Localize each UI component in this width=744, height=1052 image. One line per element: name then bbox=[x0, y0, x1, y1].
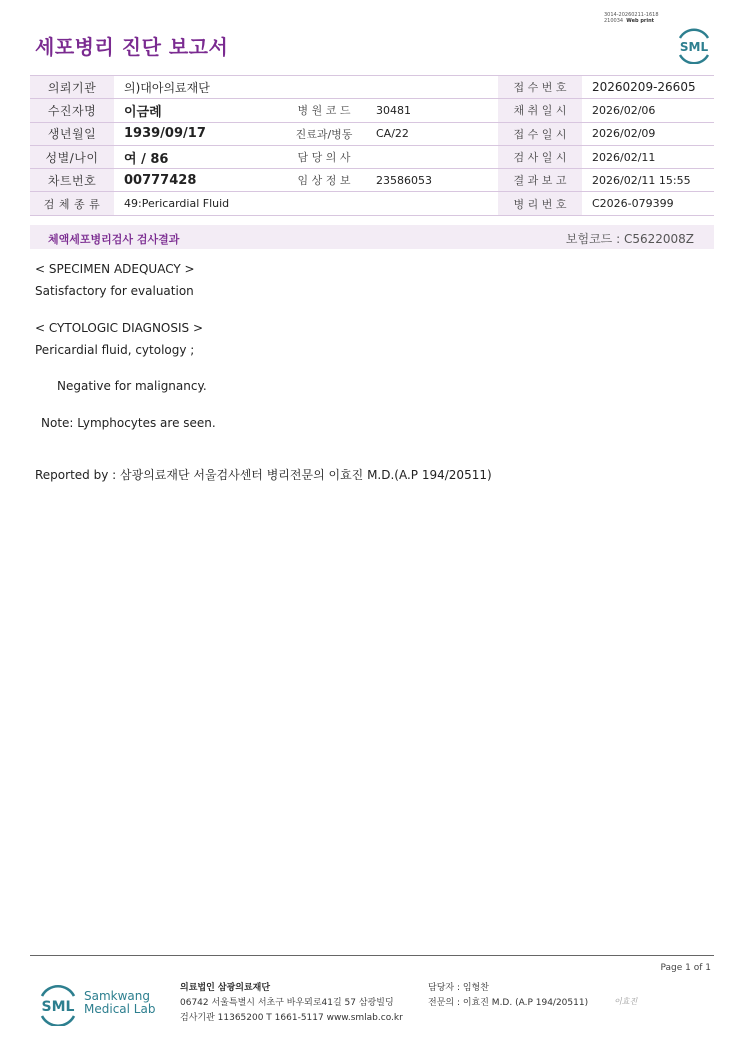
label-hospital-code: 병 원 코 드 bbox=[282, 99, 366, 122]
table-row bbox=[30, 169, 714, 192]
department: CA/22 bbox=[366, 122, 498, 145]
result-report-date: 2026/02/11 15:55 bbox=[582, 169, 714, 192]
label-patient-name: 수진자명 bbox=[30, 99, 114, 122]
brand-line1: Samkwang bbox=[84, 989, 150, 1003]
sex-age: 여 / 86 bbox=[114, 145, 282, 168]
adequacy-heading: < SPECIMEN ADEQUACY > bbox=[35, 262, 195, 276]
patient-info-table bbox=[30, 75, 714, 216]
diagnosis-text: Pericardial fluid, cytology ; bbox=[35, 343, 195, 357]
attending-doctor bbox=[366, 145, 498, 168]
org-address: 06742 서울특별시 서초구 바우뫼로41길 57 삼광빌딩 bbox=[180, 998, 394, 1008]
diagnosis-note: Note: Lymphocytes are seen. bbox=[41, 416, 216, 430]
collection-date: 2026/02/06 bbox=[582, 99, 714, 122]
staff-label: 담당자 : bbox=[428, 983, 460, 993]
label-specimen-type: 검 체 종 류 bbox=[30, 192, 114, 215]
reported-by: Reported by : 삼광의료재단 서울검사센터 병리전문의 이효진 M.D.(A.P 194/20511) bbox=[35, 468, 492, 482]
adequacy-text: Satisfactory for evaluation bbox=[35, 284, 194, 298]
chart-number: 00777428 bbox=[114, 169, 282, 192]
pathology-number: C2026-079399 bbox=[582, 192, 714, 215]
sml-footer-logo-icon bbox=[36, 980, 80, 1026]
label-chart-number: 차트번호 bbox=[30, 169, 114, 192]
diagnosis-heading: < CYTOLOGIC DIAGNOSIS > bbox=[35, 321, 204, 335]
insurance-code: 보험코드 : C5622008Z bbox=[565, 232, 694, 246]
table-row bbox=[30, 145, 714, 168]
requesting-org: 의)대아의료재단 bbox=[114, 76, 498, 99]
table-row bbox=[30, 76, 714, 99]
footer-org-info bbox=[180, 981, 403, 1026]
label-receipt-date: 접 수 일 시 bbox=[498, 122, 582, 145]
table-row bbox=[30, 192, 714, 215]
logo-top-text: SML bbox=[679, 40, 709, 54]
page-title: 세포병리 진단 보고서 bbox=[35, 35, 229, 59]
label-birth-date: 생년월일 bbox=[30, 122, 114, 145]
receipt-date: 2026/02/09 bbox=[582, 122, 714, 145]
clinical-info: 23586053 bbox=[366, 169, 498, 192]
label-result-report: 결 과 보 고 bbox=[498, 169, 582, 192]
footer-staff-info bbox=[428, 981, 588, 1011]
footer-divider bbox=[30, 955, 714, 956]
result-section-bar bbox=[30, 225, 714, 249]
label-collection-date: 채 취 일 시 bbox=[498, 99, 582, 122]
sml-logo-icon bbox=[675, 24, 713, 64]
label-requesting-org: 의뢰기관 bbox=[30, 76, 114, 99]
specimen-type: 49:Pericardial Fluid bbox=[114, 192, 498, 215]
brand-line2: Medical Lab bbox=[84, 1002, 156, 1016]
diagnosis-result: Negative for malignancy. bbox=[57, 379, 207, 393]
label-sex-age: 성별/나이 bbox=[30, 145, 114, 168]
table-row bbox=[30, 99, 714, 122]
logo-bottom-text: SML bbox=[41, 999, 75, 1015]
org-name: 의료법인 삼광의료재단 bbox=[180, 983, 271, 993]
print-code-line1: 3014-20260211-1618 bbox=[604, 12, 659, 18]
birth-date: 1939/09/17 bbox=[114, 122, 282, 145]
test-date: 2026/02/11 bbox=[582, 145, 714, 168]
label-clinical-info: 임 상 정 보 bbox=[282, 169, 366, 192]
section-title: 체액세포병리검사 검사결과 bbox=[48, 233, 180, 246]
specialist-label: 전문의 : bbox=[428, 998, 460, 1008]
print-code bbox=[604, 12, 659, 24]
print-code-line2: 210034 bbox=[604, 18, 624, 24]
staff-name: 임형찬 bbox=[462, 983, 489, 993]
label-department: 진료과/병동 bbox=[282, 122, 366, 145]
specialist-name: 이효진 M.D. (A.P 194/20511) bbox=[462, 998, 589, 1008]
patient-name: 이금례 bbox=[114, 99, 282, 122]
label-receipt-number: 접 수 번 호 bbox=[498, 76, 582, 99]
org-contact: 검사기관 11365200 T 1661-5117 www.smlab.co.kr bbox=[180, 1013, 403, 1023]
hospital-code: 30481 bbox=[366, 99, 498, 122]
brand-name bbox=[84, 990, 155, 1016]
page-number: Page 1 of 1 bbox=[660, 963, 711, 973]
receipt-number: 20260209-26605 bbox=[582, 76, 714, 99]
label-attending-doctor: 담 당 의 사 bbox=[282, 145, 366, 168]
label-test-date: 검 사 일 시 bbox=[498, 145, 582, 168]
table-row bbox=[30, 122, 714, 145]
label-pathology-number: 병 리 번 호 bbox=[498, 192, 582, 215]
signature: 이효진 bbox=[614, 997, 638, 1006]
web-print-label: Web print bbox=[626, 18, 655, 24]
